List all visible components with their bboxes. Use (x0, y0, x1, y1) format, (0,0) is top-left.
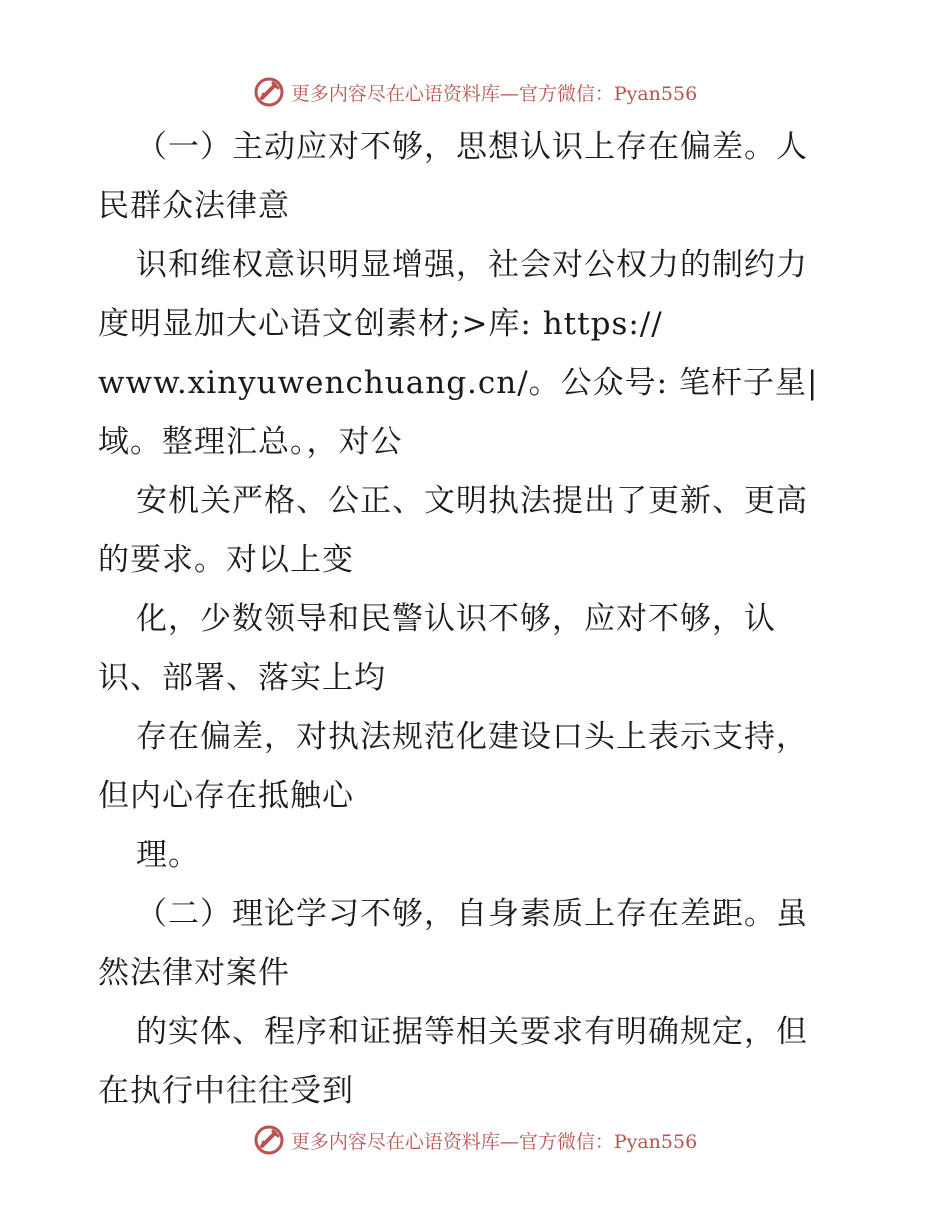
text-line: 度明显加大心语文创素材;>库: https:// (98, 306, 663, 342)
text-line: 的要求。对以上变 (98, 542, 354, 578)
text-line: 理。 (136, 837, 200, 873)
text-line: 的实体、程序和证据等相关要求有明确规定，但 (136, 1014, 808, 1050)
text-line: （一）主动应对不够，思想认识上存在偏差。人 (136, 129, 808, 165)
watermark-text: 更多内容尽在心语资料库—官方微信：Pyan556 (290, 1130, 698, 1153)
text-line: 识和维权意识明显增强，社会对公权力的制约力 (136, 247, 808, 283)
document-body (98, 118, 858, 1121)
text-line: 然法律对案件 (98, 955, 290, 991)
brand-logo-icon (253, 76, 285, 108)
text-line: 安机关严格、公正、文明执法提出了更新、更高 (136, 483, 808, 519)
text-line: 域。整理汇总。，对公 (98, 424, 403, 460)
brand-logo-icon (253, 1124, 285, 1156)
header-watermark (0, 72, 950, 112)
text-line: 化，少数领导和民警认识不够，应对不够，认 (136, 601, 776, 637)
text-line: 存在偏差，对执法规范化建设口头上表示支持， (136, 719, 808, 755)
text-line: （二）理论学习不够，自身素质上存在差距。虽 (136, 896, 808, 932)
text-line: 识、部署、落实上均 (98, 660, 386, 696)
text-line: 但内心存在抵触心 (98, 778, 354, 814)
text-line: www.xinyuwenchuang.cn/。公众号: 笔杆子星| (98, 365, 819, 401)
text-line: 在执行中往往受到 (98, 1073, 354, 1109)
text-line: 民群众法律意 (98, 188, 290, 224)
footer-watermark (0, 1120, 950, 1160)
watermark-text: 更多内容尽在心语资料库—官方微信：Pyan556 (290, 82, 698, 105)
